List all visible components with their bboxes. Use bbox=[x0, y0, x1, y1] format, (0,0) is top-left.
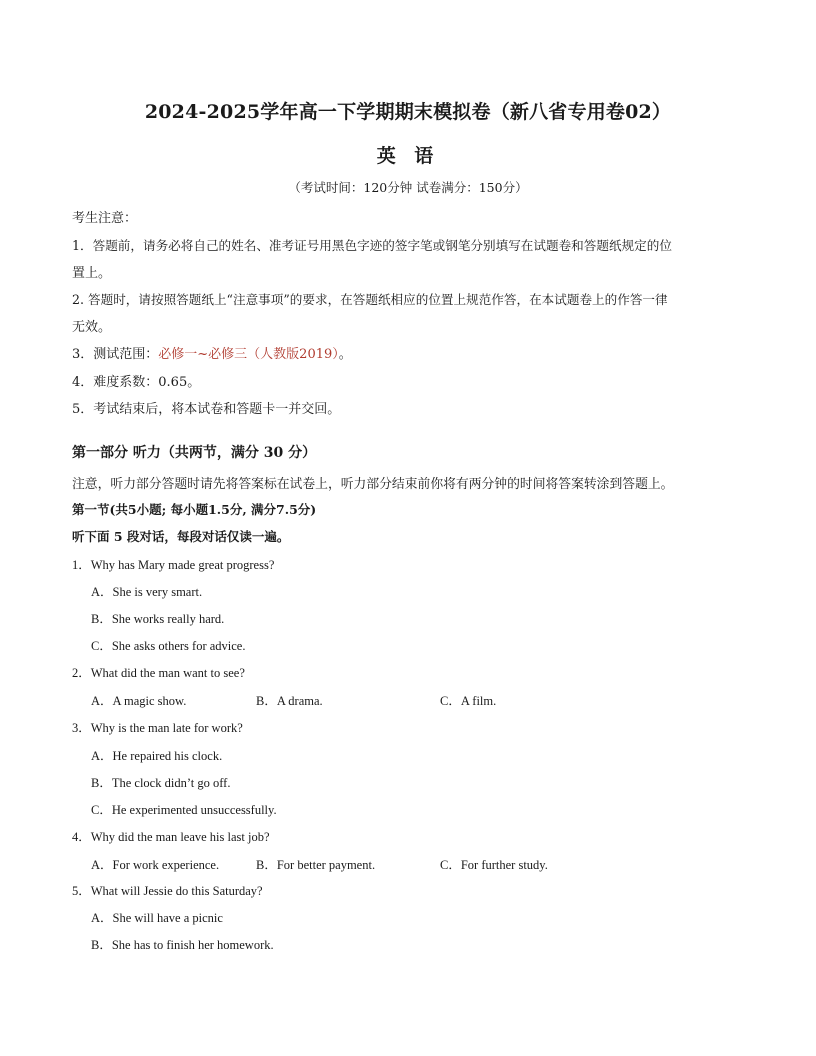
page-title: 2024-2025学年高一下学期期末模拟卷（新八省专用卷02） bbox=[144, 101, 672, 123]
notice-item-1-line-1: 1．答题前，请务必将自己的姓名、准考证号用黑色字迹的签字笔或钢笔分别填写在试题卷和答题纸规定的位 bbox=[72, 238, 672, 253]
question-3-option-a: A．He repaired his clock. bbox=[91, 749, 223, 763]
question-3-option-c: C．He experimented unsuccessfully. bbox=[91, 803, 277, 817]
notice-heading: 考生注意： bbox=[72, 211, 138, 226]
part1-note: 注意，听力部分答题时请先将答案标在试卷上，听力部分结束前你将有两分钟的时间将答案转涂到答题上。 bbox=[72, 477, 674, 492]
question-5-option-a: A．She will have a picnic bbox=[91, 911, 223, 925]
notice-item-3-prefix: 3．测试范围： bbox=[72, 347, 159, 362]
section1-heading: 第一节(共5小题; 每小题1.5分, 满分7.5分) bbox=[72, 502, 317, 517]
question-2-option-b: B．A drama. bbox=[256, 694, 323, 708]
part1-heading: 第一部分 听力（共两节，满分 30 分） bbox=[72, 445, 317, 461]
question-1-option-a: A．She is very smart. bbox=[91, 585, 203, 599]
notice-item-3 bbox=[72, 343, 352, 362]
exam-info: （考试时间：120分钟 试卷满分：150分） bbox=[288, 180, 528, 195]
notice-item-5: 5．考试结束后，将本试卷和答题卡一并交回。 bbox=[72, 402, 341, 417]
listening-instruction: 听下面 5 段对话，每段对话仅读一遍。 bbox=[72, 529, 290, 544]
question-4-option-a: A．For work experience. bbox=[91, 858, 220, 872]
question-5-option-b: B．She has to finish her homework. bbox=[91, 938, 274, 952]
notice-item-2-line-1: 2. 答题时，请按照答题纸上“注意事项”的要求，在答题纸相应的位置上规范作答，在本试题卷上的作答一律 bbox=[72, 292, 668, 307]
question-1-option-b: B．She works really hard. bbox=[91, 612, 225, 626]
question-1-stem: 1．Why has Mary made great progress? bbox=[72, 558, 275, 572]
notice-item-3-suffix: 。 bbox=[338, 347, 352, 362]
question-4-option-b: B．For better payment. bbox=[256, 858, 376, 872]
notice-item-1-line-2: 置上。 bbox=[72, 266, 112, 281]
question-2-option-c: C．A film. bbox=[440, 694, 497, 708]
subject-title: 英 语 bbox=[376, 145, 440, 167]
question-4-stem: 4．Why did the man leave his last job? bbox=[72, 830, 270, 844]
notice-item-4: 4．难度系数：0.65。 bbox=[72, 375, 201, 390]
question-2-option-a: A．A magic show. bbox=[91, 694, 187, 708]
question-3-option-b: B．The clock didn’t go off. bbox=[91, 776, 231, 790]
question-3-stem: 3．Why is the man late for work? bbox=[72, 721, 243, 735]
question-2-stem: 2．What did the man want to see? bbox=[72, 666, 245, 680]
notice-item-2-line-2: 无效。 bbox=[72, 320, 112, 335]
question-5-stem: 5．What will Jessie do this Saturday? bbox=[72, 884, 263, 898]
question-1-option-c: C．She asks others for advice. bbox=[91, 639, 246, 653]
test-scope: 必修一~必修三（人教版2019） bbox=[158, 347, 339, 362]
question-4-option-c: C．For further study. bbox=[440, 858, 548, 872]
